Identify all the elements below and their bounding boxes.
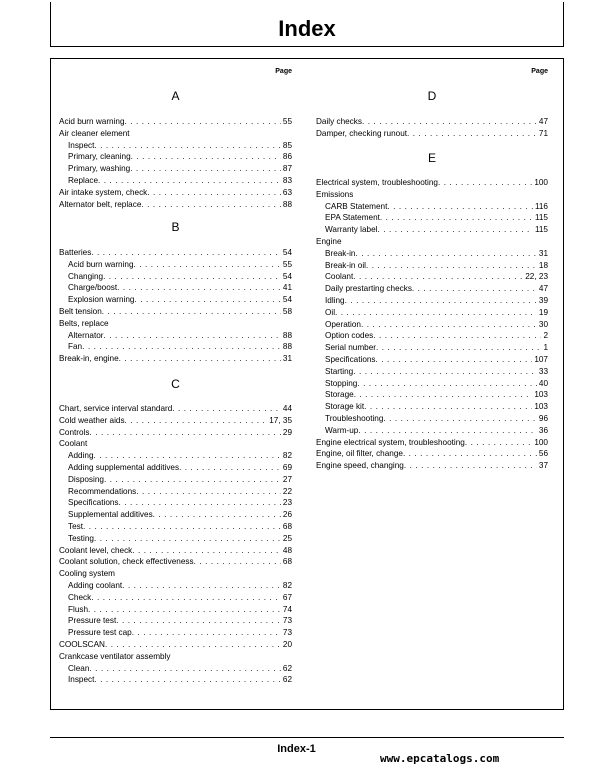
dot-leader bbox=[119, 497, 281, 509]
entry-page-number: 31 bbox=[282, 354, 292, 364]
entry-label: Adding coolant bbox=[68, 580, 123, 590]
entry-page-number: 115 bbox=[534, 225, 548, 235]
index-subentry[interactable] bbox=[59, 259, 292, 271]
dot-leader bbox=[376, 342, 541, 354]
dot-leader bbox=[380, 212, 533, 224]
entry-page-number: 25 bbox=[282, 533, 292, 543]
entry-label: Warranty label bbox=[325, 225, 378, 235]
dot-leader bbox=[364, 401, 532, 413]
entry-label: Disposing bbox=[68, 474, 104, 484]
entry-page-number: 74 bbox=[282, 604, 292, 614]
entry-label: COOLSCAN bbox=[59, 639, 105, 649]
dot-leader bbox=[361, 319, 537, 331]
entry-label: Recommendations bbox=[68, 486, 137, 496]
entry-label: Coolant bbox=[59, 439, 88, 449]
section-letter-c: C bbox=[171, 377, 180, 391]
entry-label: Adding supplemental additives bbox=[68, 462, 180, 472]
index-subentry[interactable] bbox=[316, 389, 548, 401]
dot-leader bbox=[103, 271, 281, 283]
footer-page-number: Index-1 bbox=[277, 743, 316, 755]
entry-label: Serial number bbox=[325, 343, 376, 353]
entry-label: Batteries bbox=[59, 248, 92, 257]
entry-page-number: 88 bbox=[282, 330, 292, 340]
index-entry[interactable] bbox=[316, 189, 548, 201]
entry-label: Specifications bbox=[68, 498, 119, 508]
entry-label: Storage kit bbox=[325, 402, 365, 412]
entry-page-number: 67 bbox=[282, 592, 292, 602]
entry-label: Coolant bbox=[325, 272, 354, 282]
entry-label: Storage bbox=[325, 390, 354, 400]
dot-leader bbox=[116, 615, 281, 627]
title-box bbox=[50, 2, 564, 47]
entry-page-number: 54 bbox=[282, 248, 292, 257]
index-subentry[interactable] bbox=[316, 413, 548, 425]
index-entry[interactable] bbox=[316, 460, 548, 472]
dot-leader bbox=[179, 462, 281, 474]
entry-page-number: 18 bbox=[538, 260, 548, 270]
index-subentry[interactable] bbox=[316, 295, 548, 307]
entry-page-number: 96 bbox=[538, 413, 548, 423]
entry-label: Coolant level, check bbox=[59, 545, 133, 555]
index-subentry[interactable] bbox=[59, 294, 292, 306]
dot-leader bbox=[373, 330, 541, 342]
index-subentry[interactable] bbox=[316, 425, 548, 437]
index-entry[interactable] bbox=[59, 247, 292, 259]
index-entry[interactable] bbox=[59, 438, 292, 450]
entry-page-number: 54 bbox=[282, 295, 292, 305]
index-subentry[interactable] bbox=[316, 260, 548, 272]
entry-page-number: 26 bbox=[282, 510, 292, 520]
index-entry[interactable] bbox=[316, 116, 548, 128]
entry-label: Clean bbox=[68, 663, 90, 673]
index-subentry[interactable] bbox=[59, 615, 292, 627]
entry-label: Replace bbox=[68, 175, 99, 185]
index-subentry[interactable] bbox=[59, 497, 292, 509]
section-entries bbox=[316, 116, 548, 140]
entry-page-number: 103 bbox=[534, 402, 548, 412]
dot-leader bbox=[98, 175, 281, 187]
index-subentry[interactable] bbox=[316, 224, 548, 236]
index-subentry[interactable] bbox=[59, 151, 292, 163]
dot-leader bbox=[141, 199, 281, 211]
dot-leader bbox=[125, 116, 281, 128]
index-subentry[interactable] bbox=[316, 366, 548, 378]
entry-page-number: 82 bbox=[282, 451, 292, 461]
index-subentry[interactable] bbox=[59, 271, 292, 283]
entry-page-number: 100 bbox=[534, 437, 548, 447]
index-entry[interactable] bbox=[316, 177, 548, 189]
entry-label: Coolant solution, check effectiveness bbox=[59, 557, 194, 567]
entry-page-number: 82 bbox=[282, 580, 292, 590]
entry-page-number: 88 bbox=[282, 342, 292, 352]
dot-leader bbox=[383, 413, 536, 425]
entry-page-number: 41 bbox=[282, 283, 292, 293]
dot-leader bbox=[134, 259, 281, 271]
entry-page-number: 22, 23 bbox=[525, 272, 548, 282]
index-subentry[interactable] bbox=[59, 282, 292, 294]
index-subentry[interactable] bbox=[316, 378, 548, 390]
index-subentry[interactable] bbox=[59, 604, 292, 616]
entry-page-number: 39 bbox=[538, 295, 548, 305]
entry-page-number: 29 bbox=[282, 427, 292, 437]
entry-page-number: 1 bbox=[543, 343, 548, 353]
entry-label: Fan bbox=[68, 342, 83, 352]
dot-leader bbox=[438, 177, 532, 189]
entry-label: Break-in, engine bbox=[59, 354, 119, 364]
entry-page-number: 40 bbox=[538, 378, 548, 388]
index-subentry[interactable] bbox=[59, 580, 292, 592]
index-entry[interactable] bbox=[59, 545, 292, 557]
dot-leader bbox=[153, 509, 281, 521]
entry-label: Specifications bbox=[325, 354, 376, 364]
footer-rule bbox=[50, 737, 564, 738]
section-entries bbox=[59, 403, 292, 686]
index-entry[interactable] bbox=[59, 306, 292, 318]
entry-label: Break-in oil bbox=[325, 260, 366, 270]
dot-leader bbox=[353, 271, 523, 283]
index-entry[interactable] bbox=[59, 556, 292, 568]
entry-label: Controls bbox=[59, 427, 90, 437]
entry-label: EPA Statement bbox=[325, 213, 380, 223]
entry-label: Acid burn warning bbox=[68, 259, 134, 269]
index-subentry[interactable] bbox=[59, 592, 292, 604]
entry-page-number: 85 bbox=[282, 140, 292, 150]
entry-label: Crankcase ventilator assembly bbox=[59, 651, 171, 661]
dot-leader bbox=[354, 389, 533, 401]
index-content bbox=[50, 58, 564, 710]
index-subentry[interactable] bbox=[316, 201, 548, 213]
dot-leader bbox=[412, 283, 537, 295]
index-subentry[interactable] bbox=[59, 140, 292, 152]
dot-leader bbox=[125, 415, 268, 427]
index-subentry[interactable] bbox=[59, 163, 292, 175]
entry-label: Stopping bbox=[325, 378, 358, 388]
entry-page-number: 88 bbox=[282, 199, 292, 209]
dot-leader bbox=[357, 378, 537, 390]
index-entry[interactable] bbox=[59, 415, 292, 427]
entry-page-number: 55 bbox=[282, 117, 292, 126]
entry-label: Belts, replace bbox=[59, 318, 109, 328]
entry-page-number: 27 bbox=[282, 474, 292, 484]
dot-leader bbox=[353, 366, 537, 378]
index-subentry[interactable] bbox=[59, 341, 292, 353]
section-letter-b: B bbox=[171, 220, 180, 234]
dot-leader bbox=[91, 592, 281, 604]
dot-leader bbox=[366, 260, 537, 272]
dot-leader bbox=[94, 674, 280, 686]
section-entries bbox=[59, 247, 292, 365]
entry-page-number: 87 bbox=[282, 164, 292, 174]
entry-page-number: 115 bbox=[534, 213, 548, 223]
entry-page-number: 62 bbox=[282, 663, 292, 673]
dot-leader bbox=[94, 450, 281, 462]
index-subentry[interactable] bbox=[316, 271, 548, 283]
entry-label: Air intake system, check bbox=[59, 187, 148, 197]
entry-label: Daily prestarting checks bbox=[325, 284, 412, 294]
entry-label: Cold weather aids bbox=[59, 415, 125, 425]
index-entry[interactable] bbox=[316, 437, 548, 449]
entry-label: Engine bbox=[316, 236, 342, 246]
dot-leader bbox=[147, 187, 281, 199]
entry-label: CARB Statement bbox=[325, 201, 388, 211]
footer-watermark-url: www.epcatalogs.com bbox=[380, 752, 500, 765]
dot-leader bbox=[407, 128, 537, 140]
index-subentry[interactable] bbox=[59, 521, 292, 533]
entry-label: Emissions bbox=[316, 189, 354, 199]
index-subentry[interactable] bbox=[316, 307, 548, 319]
dot-leader bbox=[345, 295, 537, 307]
index-entry[interactable] bbox=[59, 199, 292, 211]
dot-leader bbox=[91, 247, 281, 259]
entry-label: Adding bbox=[68, 451, 94, 461]
entry-page-number: 68 bbox=[282, 557, 292, 567]
entry-page-number: 48 bbox=[282, 545, 292, 555]
entry-label: Inspect bbox=[68, 675, 95, 685]
index-subentry[interactable] bbox=[316, 330, 548, 342]
entry-page-number: 2 bbox=[543, 331, 548, 341]
entry-label: Inspect bbox=[68, 140, 95, 150]
entry-page-number: 83 bbox=[282, 175, 292, 185]
entry-page-number: 37 bbox=[538, 461, 548, 471]
dot-leader bbox=[82, 341, 281, 353]
entry-page-number: 103 bbox=[534, 390, 548, 400]
entry-page-number: 33 bbox=[538, 366, 548, 376]
entry-label: Engine electrical system, troubleshooting bbox=[316, 437, 465, 447]
entry-label: Engine speed, changing bbox=[316, 461, 404, 471]
index-subentry[interactable] bbox=[59, 486, 292, 498]
index-subentry[interactable] bbox=[316, 248, 548, 260]
page-column-header: Page bbox=[275, 68, 292, 75]
index-subentry[interactable] bbox=[316, 319, 548, 331]
entry-page-number: 68 bbox=[282, 521, 292, 531]
entry-label: Troubleshooting bbox=[325, 413, 384, 423]
entry-page-number: 116 bbox=[534, 201, 548, 211]
entry-page-number: 71 bbox=[538, 128, 548, 138]
entry-label: Primary, washing bbox=[68, 164, 131, 174]
index-subentry[interactable] bbox=[59, 175, 292, 187]
index-subentry[interactable] bbox=[59, 533, 292, 545]
dot-leader bbox=[358, 425, 537, 437]
dot-leader bbox=[89, 663, 280, 675]
index-subentry[interactable] bbox=[316, 342, 548, 354]
dot-leader bbox=[335, 307, 537, 319]
index-subentry[interactable] bbox=[59, 450, 292, 462]
dot-leader bbox=[105, 639, 281, 651]
dot-leader bbox=[131, 151, 281, 163]
entry-page-number: 54 bbox=[282, 271, 292, 281]
entry-label: Pressure test bbox=[68, 616, 117, 626]
entry-label: Supplemental additives bbox=[68, 510, 153, 520]
dot-leader bbox=[83, 521, 281, 533]
index-entry[interactable] bbox=[59, 639, 292, 651]
index-entry[interactable] bbox=[316, 128, 548, 140]
page-column-header: Page bbox=[531, 68, 548, 75]
entry-page-number: 47 bbox=[538, 117, 548, 126]
dot-leader bbox=[362, 116, 537, 128]
dot-leader bbox=[136, 486, 281, 498]
dot-leader bbox=[465, 437, 533, 449]
entry-page-number: 73 bbox=[282, 616, 292, 626]
entry-label: Daily checks bbox=[316, 117, 362, 126]
entry-label: Electrical system, troubleshooting bbox=[316, 178, 438, 187]
entry-label: Testing bbox=[68, 533, 94, 543]
entry-page-number: 56 bbox=[538, 449, 548, 459]
dot-leader bbox=[132, 545, 281, 557]
section-letter-a: A bbox=[171, 89, 180, 103]
index-entry[interactable] bbox=[59, 403, 292, 415]
index-subentry[interactable] bbox=[316, 401, 548, 413]
entry-label: Check bbox=[68, 592, 92, 602]
entry-label: Break-in bbox=[325, 248, 356, 258]
entry-page-number: 86 bbox=[282, 152, 292, 162]
index-entry[interactable] bbox=[59, 568, 292, 580]
entry-label: Oil bbox=[325, 307, 336, 317]
dot-leader bbox=[376, 354, 533, 366]
dot-leader bbox=[194, 556, 281, 568]
dot-leader bbox=[119, 353, 281, 365]
entry-page-number: 17, 35 bbox=[269, 415, 292, 425]
index-subentry[interactable] bbox=[316, 354, 548, 366]
index-entry[interactable] bbox=[59, 318, 292, 330]
entry-label: Option codes bbox=[325, 331, 374, 341]
entry-page-number: 63 bbox=[282, 187, 292, 197]
entry-page-number: 100 bbox=[534, 178, 548, 187]
entry-label: Explosion warning bbox=[68, 295, 135, 305]
index-entry[interactable] bbox=[59, 116, 292, 128]
entry-page-number: 47 bbox=[538, 284, 548, 294]
dot-leader bbox=[130, 163, 281, 175]
entry-page-number: 20 bbox=[282, 639, 292, 649]
entry-page-number: 22 bbox=[282, 486, 292, 496]
entry-label: Starting bbox=[325, 366, 354, 376]
dot-leader bbox=[356, 248, 537, 260]
index-subentry[interactable] bbox=[59, 474, 292, 486]
dot-leader bbox=[377, 224, 532, 236]
dot-leader bbox=[94, 140, 280, 152]
entry-page-number: 30 bbox=[538, 319, 548, 329]
index-subentry[interactable] bbox=[59, 330, 292, 342]
entry-page-number: 23 bbox=[282, 498, 292, 508]
entry-label: Pressure test cap bbox=[68, 628, 132, 638]
entry-page-number: 58 bbox=[282, 306, 292, 316]
index-subentry[interactable] bbox=[59, 674, 292, 686]
entry-label: Flush bbox=[68, 604, 89, 614]
page-title: Index bbox=[278, 16, 336, 41]
entry-label: Primary, cleaning bbox=[68, 152, 131, 162]
entry-page-number: 44 bbox=[282, 404, 292, 413]
entry-label: Test bbox=[68, 521, 84, 531]
entry-label: Alternator belt, replace bbox=[59, 199, 142, 209]
index-entry[interactable] bbox=[59, 353, 292, 365]
entry-page-number: 31 bbox=[538, 248, 548, 258]
index-subentry[interactable] bbox=[316, 212, 548, 224]
index-subentry[interactable] bbox=[59, 462, 292, 474]
entry-label: Air cleaner element bbox=[59, 128, 130, 138]
entry-page-number: 19 bbox=[538, 307, 548, 317]
index-subentry[interactable] bbox=[59, 627, 292, 639]
entry-label: Engine, oil filter, change bbox=[316, 449, 403, 459]
dot-leader bbox=[104, 330, 281, 342]
dot-leader bbox=[90, 427, 281, 439]
entry-label: Charge/boost bbox=[68, 283, 118, 293]
entry-page-number: 62 bbox=[282, 675, 292, 685]
dot-leader bbox=[387, 201, 533, 213]
entry-label: Chart, service interval standard bbox=[59, 404, 173, 413]
section-letter-e: E bbox=[427, 151, 436, 165]
dot-leader bbox=[132, 627, 281, 639]
entry-label: Idling bbox=[325, 295, 345, 305]
entry-page-number: 73 bbox=[282, 628, 292, 638]
index-entry[interactable] bbox=[59, 651, 292, 663]
dot-leader bbox=[404, 460, 537, 472]
index-entry[interactable] bbox=[316, 236, 548, 248]
index-entry[interactable] bbox=[59, 128, 292, 140]
dot-leader bbox=[88, 604, 281, 616]
index-entry[interactable] bbox=[59, 187, 292, 199]
entry-label: Damper, checking runout bbox=[316, 128, 408, 138]
entry-label: Changing bbox=[68, 271, 104, 281]
index-subentry[interactable] bbox=[59, 509, 292, 521]
dot-leader bbox=[122, 580, 281, 592]
index-entry[interactable] bbox=[59, 427, 292, 439]
entry-label: Warm-up bbox=[325, 425, 359, 435]
section-letter-d: D bbox=[427, 89, 437, 103]
section-entries bbox=[59, 116, 292, 210]
entry-label: Acid burn warning bbox=[59, 117, 125, 126]
index-subentry[interactable] bbox=[316, 283, 548, 295]
entry-label: Alternator bbox=[68, 330, 104, 340]
dot-leader bbox=[102, 306, 281, 318]
entry-label: Belt tension bbox=[59, 306, 102, 316]
entry-label: Operation bbox=[325, 319, 361, 329]
index-entry[interactable] bbox=[316, 448, 548, 460]
dot-leader bbox=[117, 282, 281, 294]
dot-leader bbox=[94, 533, 281, 545]
entry-page-number: 69 bbox=[282, 462, 292, 472]
entry-page-number: 55 bbox=[282, 259, 292, 269]
dot-leader bbox=[403, 448, 537, 460]
entry-page-number: 107 bbox=[534, 354, 548, 364]
dot-leader bbox=[104, 474, 281, 486]
entry-page-number: 36 bbox=[538, 425, 548, 435]
section-entries bbox=[316, 177, 548, 472]
entry-label: Cooling system bbox=[59, 569, 115, 579]
dot-leader bbox=[134, 294, 280, 306]
index-subentry[interactable] bbox=[59, 663, 292, 675]
dot-leader bbox=[172, 403, 281, 415]
